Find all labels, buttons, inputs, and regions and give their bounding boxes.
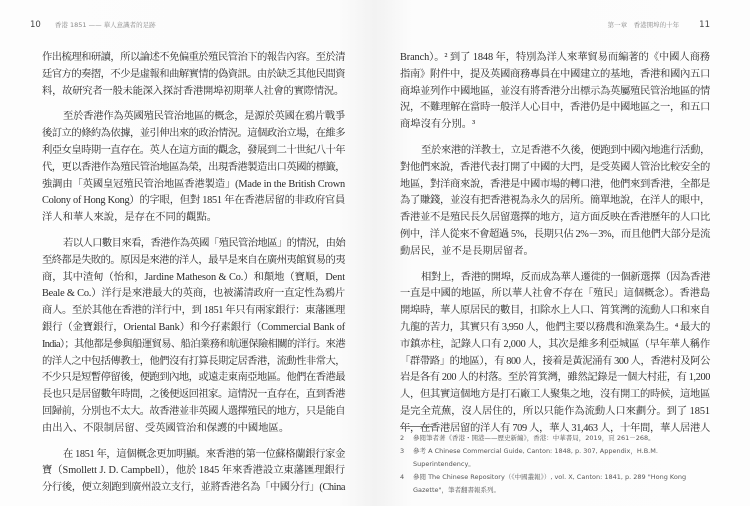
page-number: 11 [699, 20, 710, 30]
footnote-number: 4 [400, 473, 405, 481]
text-line: 開埠時，華人原居民的數目，扣除水上人口、筲箕灣的流動人口和來自 [400, 305, 710, 317]
paragraph [42, 236, 345, 438]
text-line: 對他們來說，香港代表打開了中國的大門，是受英國人管治比較安全的 [400, 161, 710, 173]
text-line: 寶（Smollett J. D. Campbell），他於 1845 年來香港設立東藩匯理銀行 [42, 465, 345, 477]
text-line: Colony of Hong Kong）的字眼，但對 1851 年在香港居留的非政府官員 [42, 195, 345, 207]
text-line: 是完全荒蕪，沒人居住的，所以只能作為流動人口來劃分。到了 1851 [400, 405, 710, 417]
right-page [375, 0, 750, 504]
text-line: 在 1851 年，這個概念更加明顯。來香港的第一位蘇格蘭銀行家金 [63, 448, 345, 460]
text-line: 指南》附件中，提及英國商務專員在中國建立的基地，香港和國內五口 [400, 68, 710, 80]
paragraph [42, 447, 345, 497]
page-number: 10 [30, 20, 41, 30]
text-line: 至終都是失敗的。原因是來港的洋人，最早是來自在廣州夷館貿易的夷 [42, 254, 345, 266]
text-line: 的洋人之中包括傳教士，他們沒有打算長期定居香港，流動性非常大， [42, 355, 345, 367]
running-header-right [608, 20, 710, 30]
paragraph [42, 109, 345, 227]
text-line: 相對上，香港的開埠，反而成為華人遷徙的一個新選擇（因為香港 [421, 271, 710, 283]
body-text [42, 50, 345, 506]
text-line: 不少只是短暫停留後，便跑到內地，或遠走東南亞地區。他們在香港最 [42, 372, 345, 384]
text-line: 至於來港的洋教士，立足香港不久後，便跑到中國內地進行活動， [421, 144, 710, 156]
text-line: 代，更以香港作為殖民管治地區為榮，出現香港製造出口英國的標籤， [42, 161, 345, 173]
footnotes [400, 432, 710, 497]
text-line: 香港並不是殖民長久居留選擇的地方，這方面反映在香港歷年的人口比 [400, 212, 710, 224]
footnote [400, 432, 710, 445]
text-line: 廷官方的奏摺，不少是虛報和曲解實情的偽資訊。由於缺乏其他民間資 [42, 68, 345, 80]
text-line: 一直是中國的地區，所以華人社會不存在「殖民」這個概念）。香港島 [400, 288, 710, 300]
text-line: 至於香港作為英國殖民管治地區的概念，是源於英國在鴉片戰爭 [63, 111, 345, 123]
text-line: Branch）。² 到了 1848 年，特別為洋人來華貿易而編著的《中國人商務 [400, 52, 710, 63]
paragraph [400, 270, 710, 438]
text-line: 況，不難理解在當時一般洋人心目中，香港仍是中國地區之一，和五口 [400, 102, 710, 114]
text-line: 商人。至於其他在香港的洋行中，到 1851 年只有兩家銀行：東藩匯理 [42, 305, 345, 317]
text-line: 為了賺錢，並沒有把香港視為永久的居所。簡單地說，在洋人的眼中， [400, 195, 710, 207]
footnote-text: 參考 A Chinese Commercial Guide, Canton: 1848, p. 307, Appendix，H.B.M. Superintendency。 [413, 447, 658, 468]
footnote [400, 445, 710, 471]
text-line: 後訂立的條約為依據，並引伸出來的政治情況。這個政治立場，在維多 [42, 128, 345, 140]
text-line: 例中，洋人從來不會超過 5%，長期只佔 2%－3%，而且他們大部分是流 [400, 228, 710, 240]
text-line: 市鎮赤柱，記錄人口有 2,000 人，其次是維多利亞城區（早年華人稱作 [400, 338, 710, 350]
footnote-text: 參閱 The Chinese Repository（《中國叢報》）, vol. X, Canton: 1841, p. 289 "Hong Kong Gazette"，筆者翻書報系列。 [413, 473, 687, 494]
text-line: 人，但其實這個地方是打石廠工人聚集之地，沒有開工的時候，這地區 [400, 389, 710, 401]
text-line: 商埠並列作中國地區，並沒有將香港分出標示為英屬殖民管治地區的情 [400, 85, 710, 97]
text-line: 「群帶路」的地區），有 800 人，接着是黃泥涌有 300 人，香港村及阿公 [400, 355, 710, 367]
footnote-number: 2 [400, 434, 405, 442]
footnote-text: 參閱筆者著《香港・開港——歷史新編》，香港：中華書局，2019，頁 261－268。 [413, 434, 655, 442]
paragraph [400, 143, 710, 261]
text-line: 九龍的苦力，其實只有 3,950 人，他們主要以務農和漁業為生。⁴ 最大的 [400, 321, 710, 333]
running-head: 第一章 香港開埠的十年 [607, 21, 680, 29]
text-line: 作出梳理和研讀，所以論述不免偏重於殖民管治下的報告內容。至於清 [42, 52, 345, 63]
body-text [400, 50, 710, 447]
text-line: 長也只是居留數年時間，之後便返回祖家。這情況一直存在，直到香港 [42, 389, 345, 401]
footnote [400, 471, 710, 497]
running-head: 香港 1851 —— 華人意識者的足跡 [54, 21, 156, 29]
text-line: 回歸前，分別也不太大。故香港並非英國人選擇殖民的地方，只是能自 [42, 405, 345, 417]
text-line: 利亞女皇時期一直存在。英人在這方面的觀念，發展到二十世紀八十年 [42, 144, 345, 156]
text-line: 銀行（金寶銀行，Oriental Bank）和今孖素銀行（Commercial Bank of [42, 321, 345, 333]
paragraph [42, 50, 345, 100]
text-line: India）；其他都是參與船運貿易、船泊業務和航運保險相關的洋行。來港 [42, 338, 345, 350]
text-line: 料，故研究者一般未能深入探討香港開埠初期華人社會的實際情況。 [42, 85, 344, 97]
text-line: 若以人口數目來看，香港作為英國「殖民管治地區」的情況，由始 [63, 237, 345, 249]
text-line: 由出入、不限制居留、受英國管治和保護的中國地區。 [42, 422, 290, 434]
footnote-divider [400, 426, 433, 427]
running-header-left [30, 20, 156, 30]
text-line: 商，其中渣甸（怡和，Jardine Matheson & Co.）和顛地（寶順，Dent [42, 271, 345, 283]
paragraph [400, 50, 710, 134]
text-line: 強調由「英國皇冠殖民管治地區香港製造」(Made in the British Crown [42, 178, 345, 190]
text-line: 洋人和華人來說，是存在不同的觀點。 [42, 212, 218, 224]
text-line: 年，在香港居留的洋人有 709 人，華人 31,463 人，十年間，華人居港人 [400, 422, 710, 434]
text-line: 岩是各有 200 人的村落。至於筲箕灣，雖然記錄是一個大村莊，有 1,200 [400, 372, 710, 384]
text-line: Beale & Co.）洋行是來港最大的英商，也被滿清政府一直定性為鴉片 [42, 288, 345, 300]
text-line: 動居民，並不是長期居留者。 [400, 245, 534, 257]
text-line: 地區，對洋商來說，香港是中國市場的轉口港，他們來到香港，全都是 [400, 178, 710, 190]
left-page [0, 0, 375, 504]
text-line: 分行後，便立刻跑到廣州設立支行，並將香港名為「中國分行」(China [42, 482, 345, 494]
footnote-number: 3 [400, 447, 405, 455]
text-line: 商埠沒有分別。³ [400, 119, 476, 131]
